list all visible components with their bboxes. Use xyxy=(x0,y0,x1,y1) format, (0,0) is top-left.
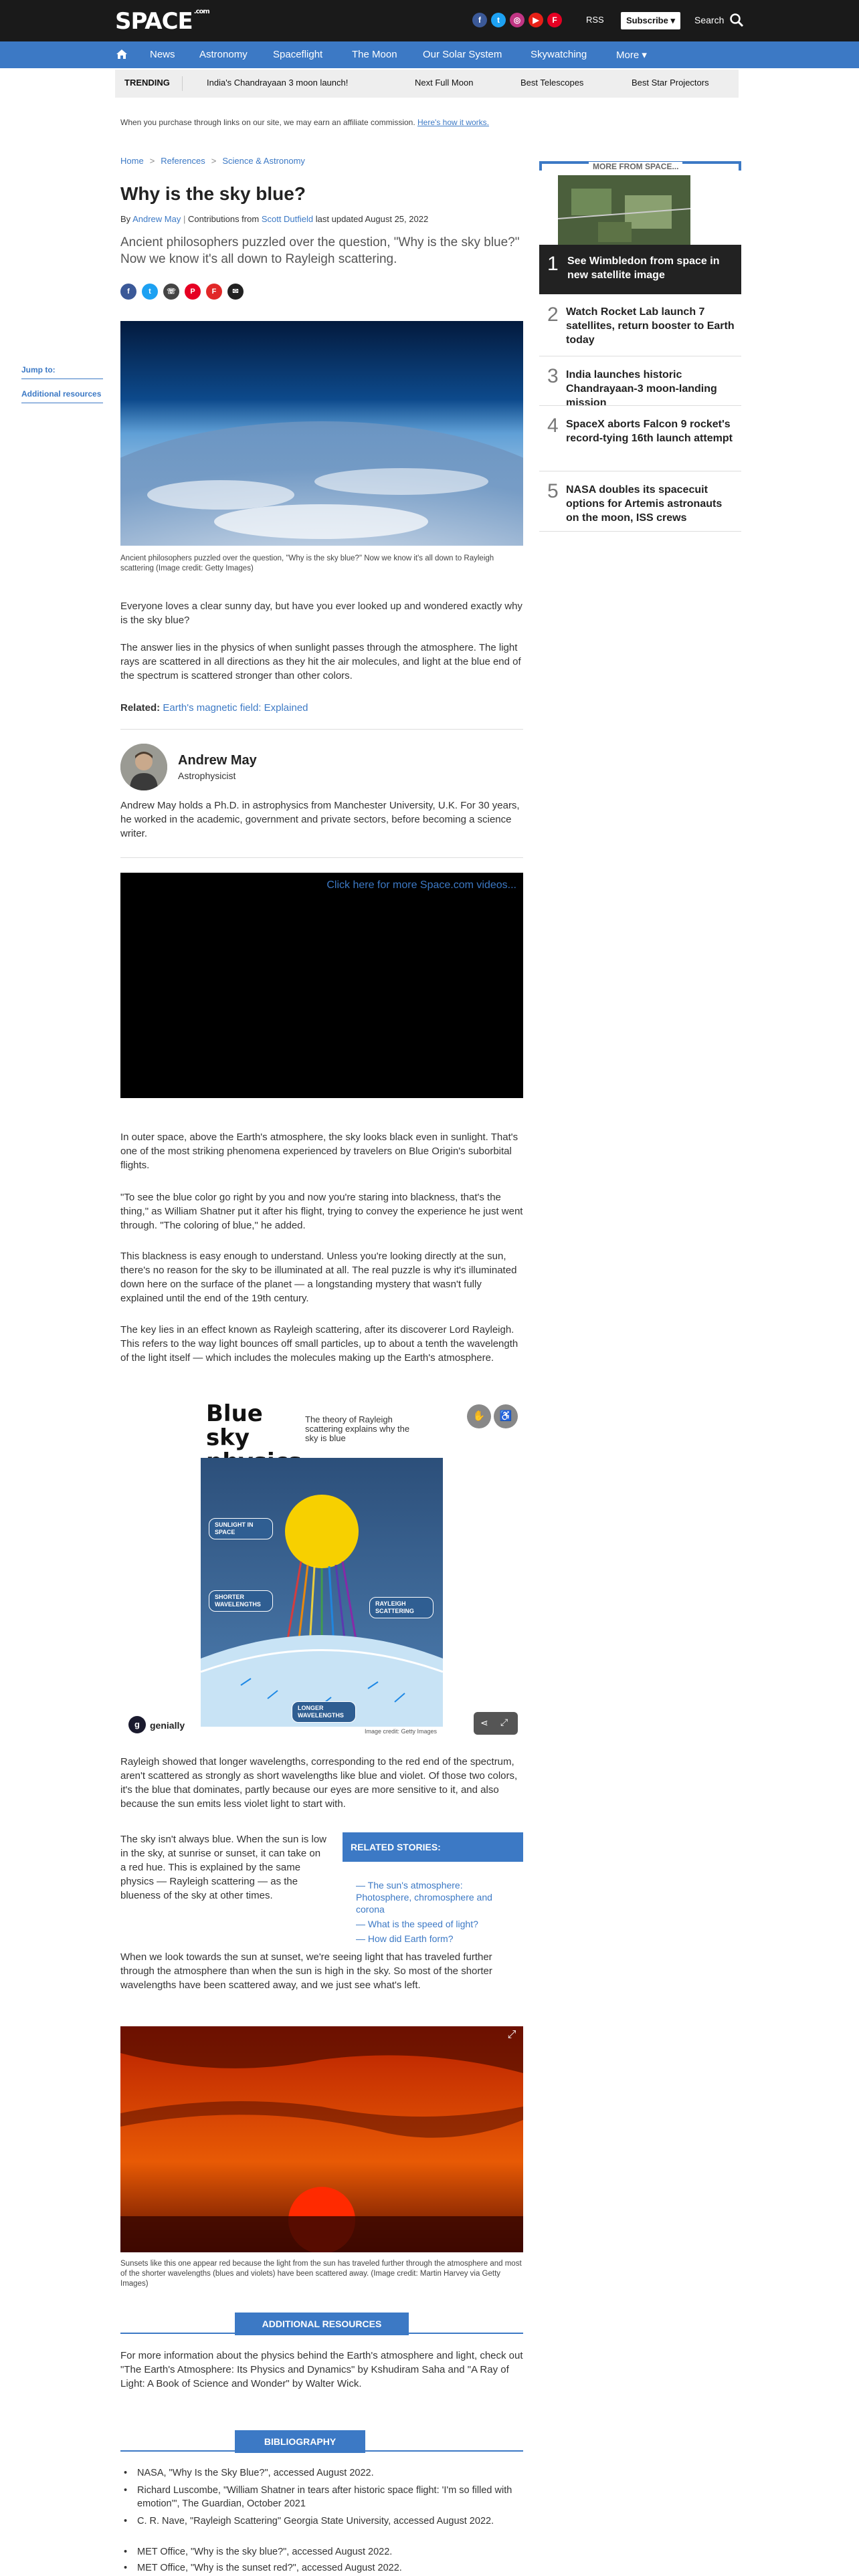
byline: By Andrew May | Contributions from Scott Dutfield last updated August 25, 2022 xyxy=(120,214,429,224)
author-role: Astrophysicist xyxy=(178,770,236,781)
related-stories-box xyxy=(343,1832,523,1944)
twitter-icon[interactable]: t xyxy=(491,13,506,27)
affiliate-notice: When you purchase through links on our site, we may earn an affiliate commission. Here's how it works. xyxy=(120,118,490,127)
main-nav xyxy=(0,41,859,68)
sidebar-image[interactable] xyxy=(558,175,690,247)
divider xyxy=(539,531,741,532)
breadcrumb xyxy=(120,156,305,166)
breadcrumb-science[interactable]: Science & Astronomy xyxy=(222,156,305,166)
sidebar-item-title[interactable]: NASA doubles its spacecuit options for Artemis astronauts on the moon, ISS crews xyxy=(566,484,723,524)
page-title: Why is the sky blue? xyxy=(120,183,306,204)
body-paragraph: Rayleigh showed that longer wavelengths, corresponding to the red end of the spectrum, aren't scattered as strongly as short wavelengths like blue and violet. Of those two colors, it's the blue that dominates, partly because our eyes are more sensitive to it, and also because the sun emits less violet light to start with. xyxy=(120,1756,518,1810)
bibliography-heading: BIBLIOGRAPHY xyxy=(235,2430,365,2453)
hand-icon[interactable]: ✋ xyxy=(467,1404,491,1428)
sidebar-item-title[interactable]: See Wimbledon from space in new satellite image xyxy=(567,255,720,281)
bibliography-item[interactable]: • NASA, "Why Is the Sky Blue?", accessed August 2022. xyxy=(137,2466,525,2480)
share-whatsapp-icon[interactable]: ☏ xyxy=(163,284,179,300)
affiliate-link[interactable]: Here's how it works. xyxy=(417,118,490,127)
genially-logo-icon[interactable]: g xyxy=(128,1716,146,1733)
related-stories-heading: RELATED STORIES: xyxy=(343,1832,523,1862)
breadcrumb-home[interactable]: Home xyxy=(120,156,144,166)
chevron-down-icon: ▾ xyxy=(642,49,647,61)
body-paragraph: In outer space, above the Earth's atmosphere, the sky looks black even in sunlight. That's one of the most striking phenomena experienced by travelers on Blue Origin's suborbital flights. xyxy=(120,1132,518,1171)
sidebar-rank: 5 xyxy=(547,480,559,502)
bibliography-item[interactable]: • C. R. Nave, "Rayleigh Scattering" Georgia State University, accessed August 2022. xyxy=(137,2514,525,2528)
intro-paragraph: The answer lies in the physics of when sunlight passes through the atmosphere. The light rays are scattered in all directions as they hit the air molecules, and light at the blue end of the spectrum is scattered stronger than other colors. xyxy=(120,642,521,681)
more-videos-link[interactable]: Click here for more Space.com videos... xyxy=(326,879,516,891)
related-story-link[interactable]: — What is the speed of light? xyxy=(356,1919,478,1929)
author-name[interactable]: Andrew May xyxy=(178,753,257,768)
genially-brand: genially xyxy=(150,1720,185,1731)
sidebar-rank: 2 xyxy=(547,304,559,326)
site-logo[interactable]: SPACE $^{.com}$ xyxy=(115,8,209,35)
divider xyxy=(182,76,183,91)
infographic-label[interactable]: LONGER WAVELENGTHS xyxy=(292,1701,356,1723)
jump-to-label: Jump to: xyxy=(21,365,56,374)
contributor-link[interactable]: Scott Dutfield xyxy=(261,214,314,224)
home-icon[interactable] xyxy=(115,47,128,61)
sidebar-rank: 1 xyxy=(547,253,559,275)
breadcrumb-references[interactable]: References xyxy=(161,156,205,166)
related-story-link[interactable]: — How did Earth form? xyxy=(356,1933,454,1944)
breadcrumb-separator: > xyxy=(211,156,217,166)
accessibility-icon[interactable]: ♿ xyxy=(494,1404,518,1428)
body-paragraph: "To see the blue color go right by you and now you're staring into blackness, that's the thing," as William Shatner put it after his flight, trying to convey the experience he just went through. "The coloring of blue," he added. xyxy=(120,1192,523,1231)
bibliography-item[interactable]: • MET Office, "Why is the sky blue?", accessed August 2022. xyxy=(137,2545,525,2559)
sunset-image xyxy=(120,2026,523,2252)
sidebar-item-title[interactable]: India launches historic Chandrayaan-3 moon-landing mission xyxy=(566,369,717,409)
sunset-caption: Sunsets like this one appear red because the light from the sun has traveled further through the atmosphere and most of the shorter wavelengths (blues and violets) have been scattered away. (Image credit: Martin Harvey via Getty Images) xyxy=(120,2260,522,2288)
fullscreen-icon[interactable]: ⤢ xyxy=(500,1717,508,1727)
flipboard-icon[interactable]: F xyxy=(547,13,562,27)
hero-image xyxy=(120,321,523,546)
body-paragraph: The sky isn't always blue. When the sun is low in the sky, at sunrise or sunset, it can take on a red hue. This is explained by the same physics — Rayleigh scattering — as the blueness of the sky at other times. xyxy=(120,1834,326,1901)
share-facebook-icon[interactable]: f xyxy=(120,284,136,300)
nav-the-moon[interactable]: The Moon xyxy=(352,49,397,60)
divider xyxy=(120,857,523,858)
breadcrumb-separator: > xyxy=(149,156,155,166)
trending-item[interactable]: India's Chandrayaan 3 moon launch! xyxy=(207,78,349,88)
article-strap: Ancient philosophers puzzled over the question, "Why is the sky blue?" Now we know it's all down to Rayleigh scattering. xyxy=(120,235,520,266)
infographic-label[interactable]: SHORTER WAVELENGTHS xyxy=(209,1590,273,1612)
nav-news[interactable]: News xyxy=(150,49,175,60)
infographic[interactable] xyxy=(120,1396,523,1744)
sidebar-rank: 3 xyxy=(547,365,559,387)
share-twitter-icon[interactable]: t xyxy=(142,284,158,300)
infographic-label[interactable]: SUNLIGHT IN SPACE xyxy=(209,1518,273,1539)
video-player[interactable] xyxy=(120,873,523,1098)
search-icon[interactable] xyxy=(729,13,744,27)
bibliography-item[interactable]: • MET Office, "Why is the sunset red?", accessed August 2022. xyxy=(137,2561,525,2575)
trending-item[interactable]: Best Telescopes xyxy=(520,78,584,88)
trending-item[interactable]: Next Full Moon xyxy=(415,78,474,88)
bibliography-item[interactable]: • Richard Luscombe, "William Shatner in tears after historic space flight: 'I'm so filled with emotion'", The Guardian, October 2021 xyxy=(137,2484,525,2510)
expand-icon[interactable]: ⤢ xyxy=(507,2029,516,2040)
share-controls xyxy=(474,1712,518,1735)
related-link-line: Related: Earth's magnetic field: Explained xyxy=(120,702,308,714)
infographic-subtitle: The theory of Rayleigh scattering explains why the sky is blue xyxy=(305,1414,410,1443)
sidebar-item-title[interactable]: Watch Rocket Lab launch 7 satellites, return booster to Earth today xyxy=(566,306,735,346)
rss-link[interactable]: RSS xyxy=(586,15,604,25)
sidebar-heading: MORE FROM SPACE... xyxy=(589,162,682,171)
share-pinterest-icon[interactable]: P xyxy=(185,284,201,300)
sidebar-rank: 4 xyxy=(547,415,559,437)
nav-spaceflight[interactable]: Spaceflight xyxy=(273,49,323,60)
intro-paragraph: Everyone loves a clear sunny day, but have you ever looked up and wondered exactly why is the sky blue? xyxy=(120,601,522,626)
trending-bar xyxy=(115,70,739,98)
infographic-label[interactable]: RAYLEIGH SCATTERING xyxy=(369,1597,434,1618)
divider xyxy=(120,729,523,730)
body-paragraph: This blackness is easy enough to understand. Unless you're looking directly at the sun, there's no reason for the sky to be illuminated at all. The real puzzle is why it's illuminated down here on the surface of the planet — a longstanding mystery that wasn't fully explained until the end of the 19th century. xyxy=(120,1251,517,1304)
share-flipboard-icon[interactable]: F xyxy=(206,284,222,300)
author-bio: Andrew May holds a Ph.D. in astrophysics from Manchester University, U.K. For 30 years, he worked in the academic, government and private sectors, before becoming a science writer. xyxy=(120,800,520,839)
divider xyxy=(539,405,741,406)
share-icon[interactable]: ⋖ xyxy=(480,1717,488,1728)
body-paragraph: The key lies in an effect known as Rayleigh scattering, after its discoverer Lord Rayleigh. This refers to the way light bounces off small particles, up to about a tenth the wavelength of the light itself — which includes the molecules making up the Earth's atmosphere. xyxy=(120,1324,518,1364)
rss-icon[interactable] xyxy=(566,13,581,27)
jump-link-additional-resources[interactable]: Additional resources xyxy=(21,389,102,399)
avatar xyxy=(120,744,167,790)
nav-more[interactable]: More ▾ xyxy=(616,49,647,61)
trending-item[interactable]: Best Star Projectors xyxy=(632,78,709,88)
share-email-icon[interactable]: ✉ xyxy=(227,284,244,300)
author-link[interactable]: Andrew May xyxy=(132,214,181,224)
sidebar-item-title[interactable]: SpaceX aborts Falcon 9 rocket's record-tying 16th launch attempt xyxy=(566,419,733,444)
top-bar xyxy=(0,0,859,41)
nav-skywatching[interactable]: Skywatching xyxy=(531,49,587,60)
hero-caption: Ancient philosophers puzzled over the question, "Why is the sky blue?" Now we know it's all down to Rayleigh scattering (Image credit: Getty Images) xyxy=(120,554,494,572)
nav-astronomy[interactable]: Astronomy xyxy=(199,49,248,60)
trending-label: TRENDING xyxy=(124,78,170,88)
image-credit: Image credit: Getty Images xyxy=(365,1728,438,1735)
facebook-icon[interactable]: f xyxy=(472,13,487,27)
search-label[interactable]: Search xyxy=(694,15,725,25)
additional-resources-heading: ADDITIONAL RESOURCES xyxy=(235,2313,409,2335)
youtube-icon[interactable]: ▶ xyxy=(529,13,543,27)
related-link[interactable]: Earth's magnetic field: Explained xyxy=(163,702,308,714)
infographic-title: Blue sky xyxy=(206,1400,263,1451)
related-story-link[interactable]: — The sun's atmosphere: Photosphere, chromosphere and corona xyxy=(356,1880,492,1915)
subscribe-button[interactable]: Subscribe ▾ xyxy=(621,12,680,29)
body-paragraph: When we look towards the sun at sunset, we're seeing light that has traveled further through the atmosphere than when the sun is high in the sky. So most of the shorter wavelengths have been scattered away, and we just see what's left. xyxy=(120,1951,492,1991)
nav-solar-system[interactable]: Our Solar System xyxy=(423,49,502,60)
additional-resources-text: For more information about the physics behind the Earth's atmosphere and light, check out "The Earth's Atmosphere: Its Physics and Dynamics" by Kshudiram Saha and "A Ray of Light: A Book of Science and Wonder" by Walter Wick. xyxy=(120,2350,523,2389)
instagram-icon[interactable]: ◎ xyxy=(510,13,524,27)
